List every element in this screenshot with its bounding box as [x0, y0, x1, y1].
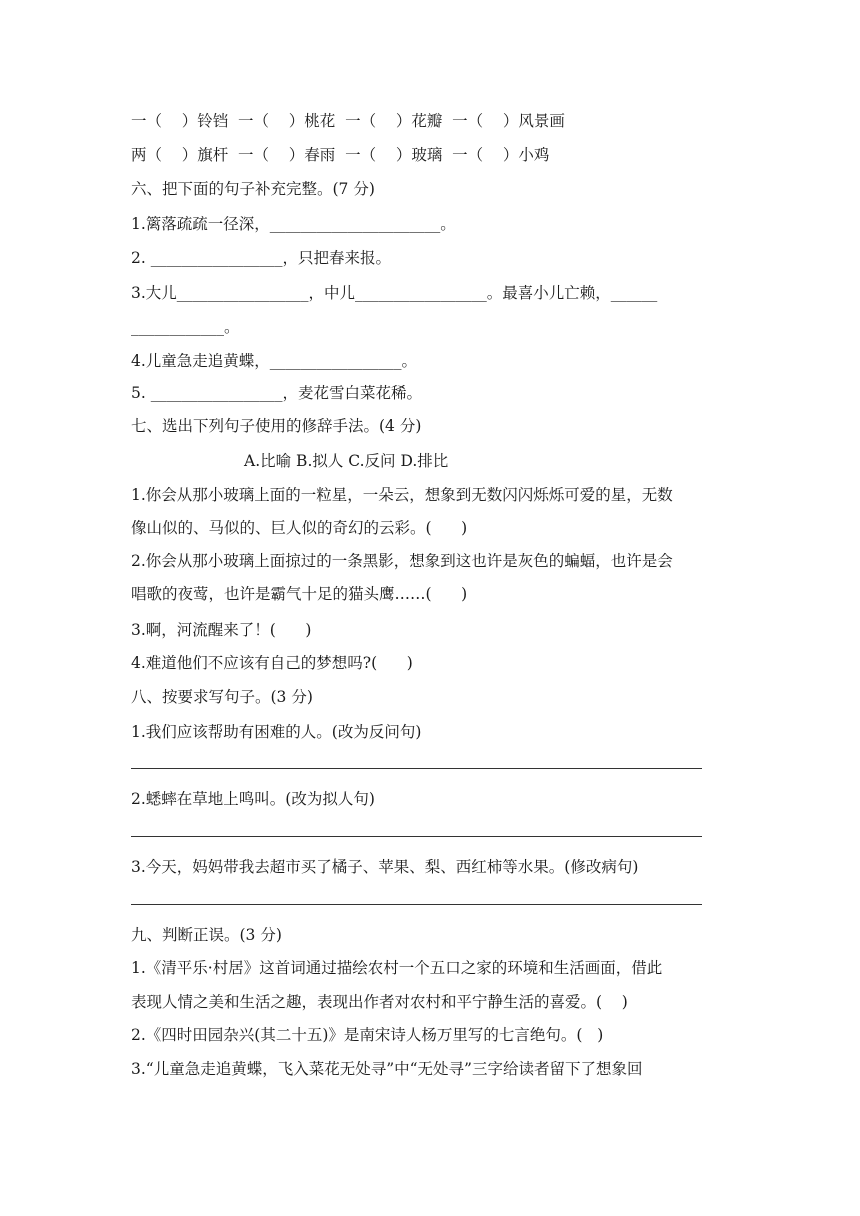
measure-word-row-1: 一（ ）铃铛 一（ ）桃花 一（ ）花瓣 一（ ）风景画 [131, 112, 565, 130]
section-7-q3: 3.啊，河流醒来了！( ) [131, 621, 312, 639]
section-6-title: 六、把下面的句子补充完整。(7 分) [131, 180, 375, 198]
section-7-q2-line1: 2.你会从那小玻璃上面掠过的一条黑影，想象到这也许是灰色的蝙蝠，也许是会 [131, 552, 673, 570]
section-7-title: 七、选出下列句子使用的修辞手法。(4 分) [131, 417, 422, 435]
section-8-q3: 3.今天，妈妈带我去超市买了橘子、苹果、梨、西红柿等水果。(修改病句) [131, 858, 639, 876]
section-7-q2-line2: 唱歌的夜莺，也许是霸气十足的猫头鹰……( ) [131, 585, 468, 603]
section-8-q2: 2.蟋蟀在草地上鸣叫。(改为拟人句) [131, 790, 375, 808]
section-9-q3: 3.“儿童急走追黄蝶，飞入菜花无处寻”中“无处寻”三字给读者留下了想象回 [131, 1060, 643, 1078]
section-7-options: A.比喻 B.拟人 C.反问 D.排比 [244, 452, 449, 470]
section-8-q1: 1.我们应该帮助有困难的人。(改为反问句) [131, 723, 422, 741]
section-7-q4: 4.难道他们不应该有自己的梦想吗?( ) [131, 654, 413, 672]
section-6-q4: 4.儿童急走追黄蝶，_________________。 [131, 352, 418, 370]
section-9-title: 九、判断正误。(3 分) [131, 926, 282, 944]
section-6-q1: 1.篱落疏疏一径深，______________________。 [131, 215, 456, 233]
section-6-q2: 2. _________________，只把春来报。 [131, 249, 391, 267]
section-9-q2: 2.《四时田园杂兴(其二十五)》是南宋诗人杨万里写的七言绝句。( ) [131, 1026, 604, 1044]
measure-word-row-2: 两（ ）旗杆 一（ ）春雨 一（ ）玻璃 一（ ）小鸡 [131, 146, 550, 164]
section-7-q1-line2: 像山似的、马似的、巨人似的奇幻的云彩。( ) [131, 519, 468, 537]
answer-line [131, 836, 702, 837]
section-6-q3-line2: ____________。 [131, 318, 240, 336]
answer-line [131, 768, 702, 769]
section-8-title: 八、按要求写句子。(3 分) [131, 688, 313, 706]
section-6-q3-line1: 3.大儿_________________，中儿_________________。最喜小儿亡赖，______ [131, 284, 658, 302]
section-6-q5: 5. _________________，麦花雪白菜花稀。 [131, 384, 422, 402]
answer-line [131, 904, 702, 905]
section-7-q1-line1: 1.你会从那小玻璃上面的一粒星，一朵云，想象到无数闪闪烁烁可爱的星，无数 [131, 486, 673, 504]
section-9-q1-line2: 表现人情之美和生活之趣，表现出作者对农村和平宁静生活的喜爱。( ) [131, 993, 628, 1011]
section-9-q1-line1: 1.《清平乐·村居》这首词通过描绘农村一个五口之家的环境和生活画面，借此 [131, 959, 663, 977]
